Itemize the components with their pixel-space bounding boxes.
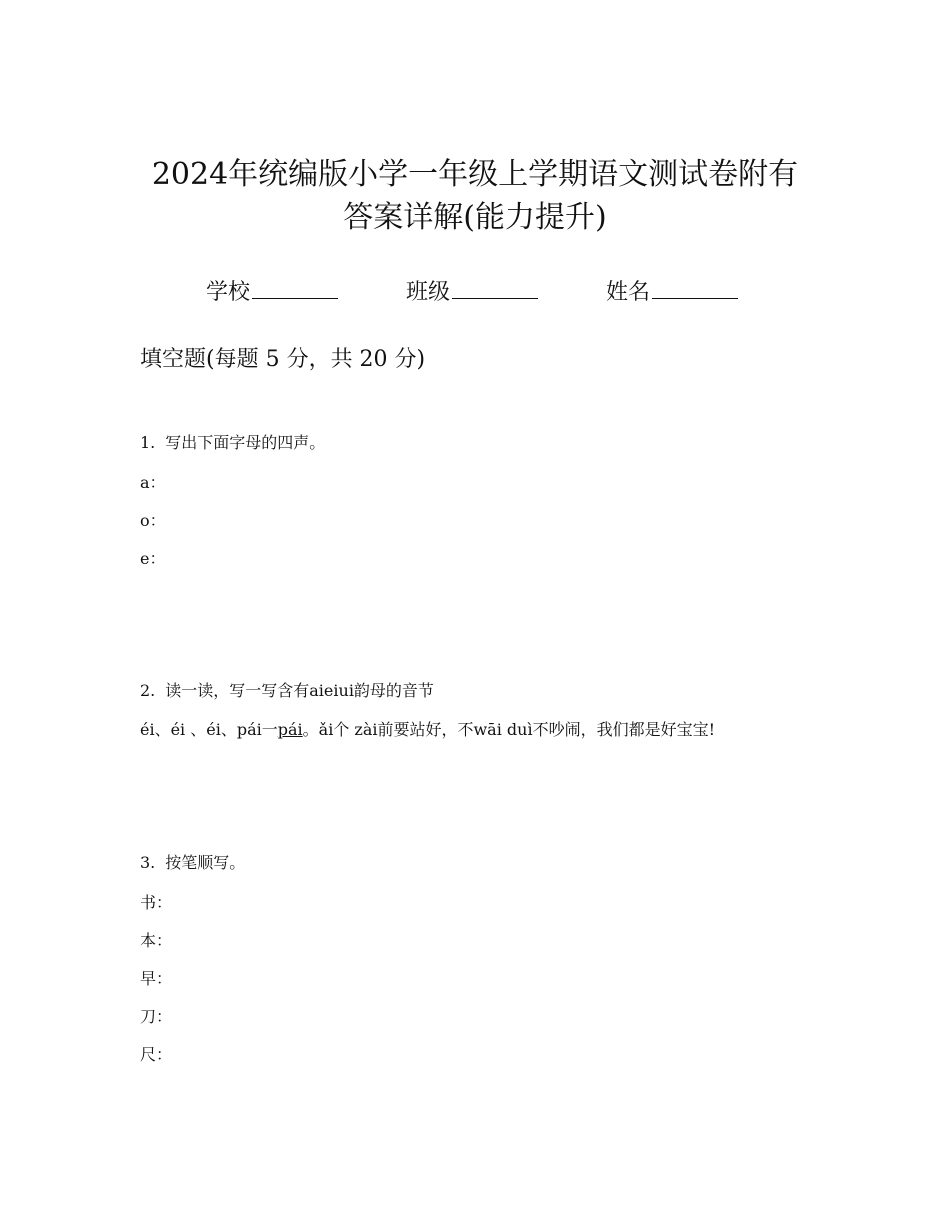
- question-number: 1.: [140, 433, 156, 452]
- q1-item-e: e：: [140, 549, 166, 568]
- q3-item-chi: 尺：: [140, 1045, 173, 1064]
- question-text: 写出下面字母的四声。: [165, 433, 326, 452]
- school-label: 学校: [206, 280, 251, 305]
- q3-item-dao: 刀：: [140, 1007, 173, 1026]
- class-blank: [452, 276, 538, 299]
- passage-underlined-word: pái: [277, 720, 303, 739]
- passage-text-before: éi、éi 、éi、pái一: [140, 720, 278, 739]
- question-text: 读一读，写一写含有aieiui韵母的音节: [165, 681, 434, 700]
- question-1-prompt: [140, 432, 325, 454]
- name-blank: [652, 276, 738, 299]
- class-label: 班级: [406, 280, 451, 305]
- q1-item-o: o：: [140, 511, 166, 530]
- passage-text-after: 。ǎi个 zài前要站好，不wāi duì不吵闹，我们都是好宝宝!: [302, 720, 716, 739]
- class-field: [406, 276, 538, 309]
- question-2-passage: [140, 718, 810, 742]
- question-2-prompt: [140, 680, 434, 702]
- name-label: 姓名: [606, 280, 651, 305]
- question-number: 3.: [140, 853, 156, 872]
- q3-item-ben: 本：: [140, 931, 173, 950]
- school-field: [206, 276, 338, 309]
- question-text: 按笔顺写。: [165, 853, 246, 872]
- document-title-line-2: 答案详解(能力提升): [343, 200, 607, 235]
- school-blank: [252, 276, 338, 299]
- question-number: 2.: [140, 681, 156, 700]
- name-field: [606, 276, 738, 309]
- q3-item-shu: 书：: [140, 893, 173, 912]
- document-title-line-1: 2024年统编版小学一年级上学期语文测试卷附有: [151, 157, 799, 192]
- question-3-prompt: [140, 852, 245, 874]
- section-heading: 填空题(每题 5 分，共 20 分): [140, 347, 426, 372]
- q3-item-zao: 早：: [140, 969, 173, 988]
- q1-item-a: a：: [140, 473, 166, 492]
